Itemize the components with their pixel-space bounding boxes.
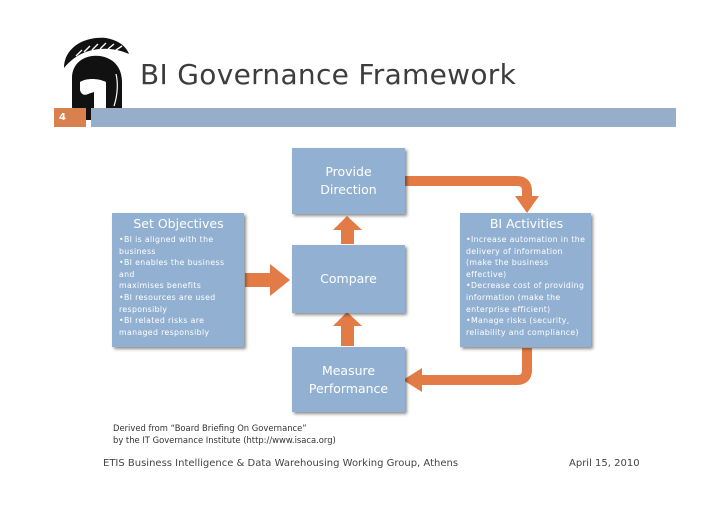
- list-item: reliability and compliance): [466, 327, 579, 337]
- source-note-line2: by the IT Governance Institute (http://www.isaca.org): [113, 434, 336, 445]
- list-item: managed responsibly: [119, 327, 210, 337]
- list-item: (make the business effective): [466, 258, 549, 279]
- source-note-line1: Derived from “Board Briefing On Governance”: [113, 423, 307, 433]
- arrow-provide-to-activities: [405, 181, 539, 213]
- list-item: enterprise efficient): [466, 304, 551, 314]
- list-item: •Decrease cost of providing: [466, 281, 585, 291]
- compare-label: Compare: [320, 271, 377, 286]
- list-item: information (make the: [466, 292, 561, 302]
- arrow-compare-to-provide: [333, 216, 362, 244]
- footer-date: April 15, 2010: [569, 458, 640, 469]
- arrow-activities-to-measure: [403, 348, 527, 392]
- measure-performance-box: [292, 347, 405, 412]
- footer-organization: ETIS Business Intelligence & Data Warehousing Working Group, Athens: [103, 458, 459, 469]
- list-item: •Manage risks (security,: [466, 316, 570, 326]
- list-item: responsibly: [119, 304, 168, 314]
- source-note: [113, 423, 336, 446]
- set-objectives-title: Set Objectives: [133, 216, 224, 231]
- bi-activities-box: [460, 213, 591, 347]
- provide-direction-line1: Provide: [325, 164, 372, 179]
- measure-performance-line2: Performance: [308, 380, 389, 396]
- list-item: •BI resources are used: [119, 292, 216, 302]
- bi-activities-list: [466, 234, 587, 338]
- compare-box: [292, 245, 405, 313]
- bi-activities-title: BI Activities: [489, 216, 564, 231]
- list-item: business: [119, 246, 156, 256]
- list-item: delivery of information: [466, 246, 563, 256]
- arrow-measure-to-compare: [333, 312, 362, 346]
- list-item: •BI related risks are: [119, 316, 205, 326]
- set-objectives-box: [112, 213, 244, 347]
- list-item: •BI enables the business and: [119, 258, 225, 279]
- provide-direction-line2: Direction: [320, 182, 377, 197]
- slide-number: 4: [54, 108, 86, 127]
- arrow-objectives-to-compare: [245, 264, 290, 296]
- page-title: BI Governance Framework: [140, 58, 517, 91]
- list-item: •Increase automation in the: [466, 235, 586, 244]
- measure-performance-line1: Measure: [321, 362, 376, 378]
- list-item: •BI is aligned with the: [119, 235, 214, 244]
- set-objectives-list: [119, 234, 238, 338]
- list-item: maximises benefits: [119, 281, 202, 291]
- provide-direction-box: [292, 148, 405, 214]
